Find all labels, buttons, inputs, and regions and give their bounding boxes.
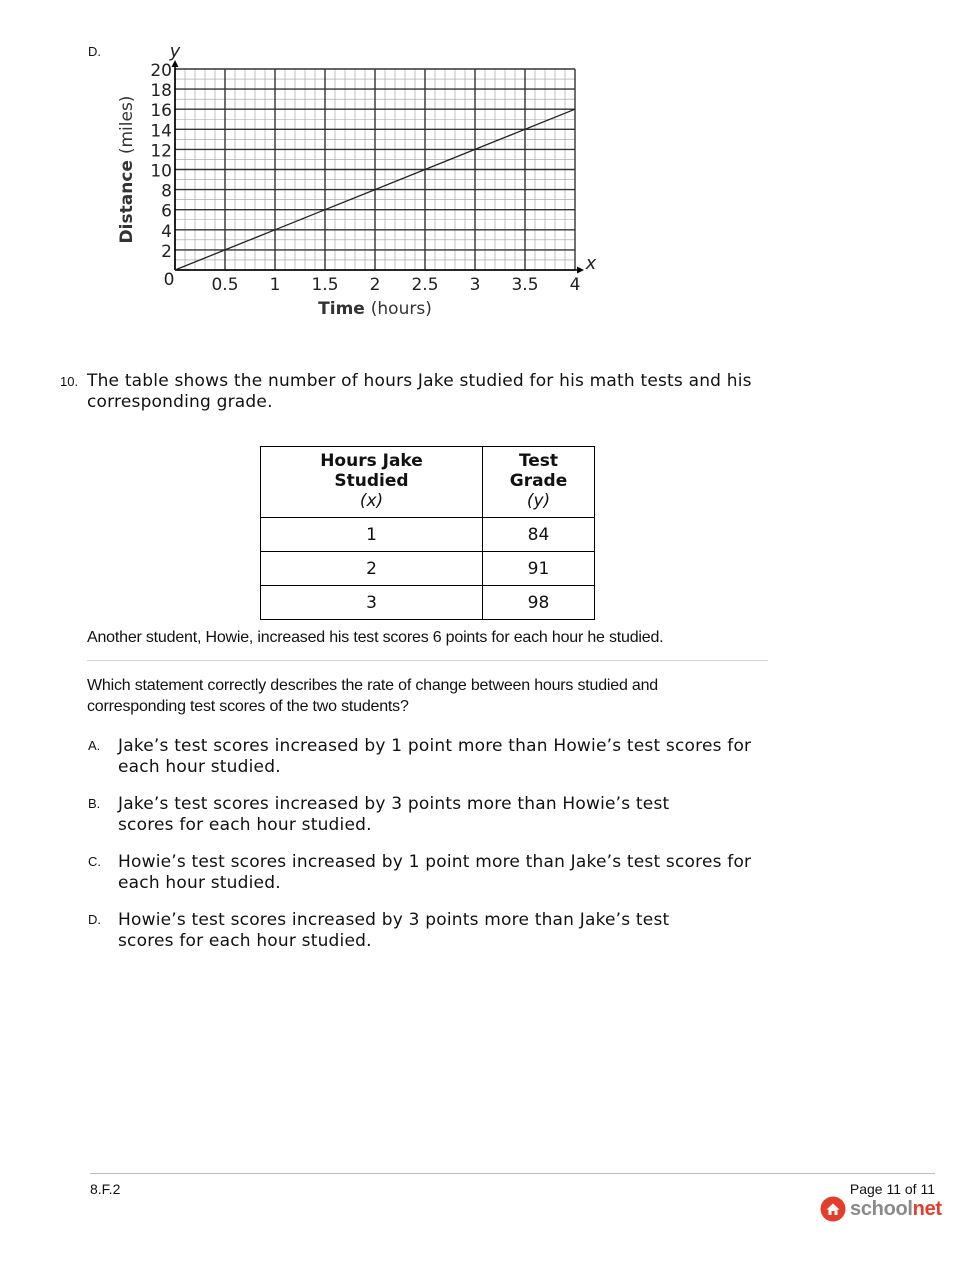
- page-number: Page 11 of 11: [849, 1181, 935, 1197]
- x-axis-arrow: [577, 267, 584, 274]
- table-row: [261, 586, 595, 620]
- table-cell: 98: [483, 586, 595, 620]
- y-tick-label: 16: [150, 101, 172, 122]
- y-tick-label: 6: [161, 201, 172, 222]
- answer-choice-b[interactable]: [87, 794, 777, 836]
- y-tick-label: 14: [150, 121, 172, 142]
- answer-choice-d[interactable]: [87, 910, 777, 952]
- prev-option-letter: D.: [88, 44, 101, 59]
- ask-text: Which statement correctly describes the rate of change between hours studied and corresponding test scores of the two students?: [87, 677, 658, 715]
- info-text: Another student, Howie, increased his test scores 6 points for each hour he studied.: [87, 629, 664, 646]
- study-table: [260, 446, 595, 620]
- x-tick-label: 1: [269, 275, 281, 295]
- y-tick-label: 20: [150, 61, 172, 81]
- y-tick-label: 4: [161, 221, 172, 242]
- y-tick-label: 10: [150, 161, 172, 182]
- table-row: [261, 552, 595, 586]
- table-cell: 91: [483, 552, 595, 586]
- answer-choice-a[interactable]: [87, 736, 777, 778]
- logo-text-net: net: [912, 1197, 942, 1220]
- table-header-grade: Test Grade (y): [483, 447, 595, 518]
- y-axis-variable: y: [169, 41, 181, 62]
- y-tick-label: 12: [150, 141, 172, 162]
- y-axis-label: Distance (miles): [117, 95, 137, 244]
- x-tick-label: 1.5: [311, 275, 339, 295]
- answer-choice-c[interactable]: [87, 852, 777, 894]
- y-tick-label: 2: [161, 241, 172, 262]
- question-number: 10.: [60, 374, 79, 389]
- choice-text: Howie’s test scores increased by 1 point more than Jake’s test scores for each hour studied.: [118, 852, 752, 893]
- y-tick-label: 18: [150, 81, 172, 102]
- choice-letter: A.: [88, 738, 101, 753]
- standard-code: 8.F.2: [90, 1181, 121, 1197]
- table-cell: 3: [261, 586, 483, 620]
- logo-text-school: school: [850, 1197, 913, 1220]
- choice-letter: C.: [88, 854, 101, 869]
- x-tick-label: 0.5: [211, 275, 239, 295]
- divider: [87, 660, 768, 661]
- question-prompt: The table shows the number of hours Jake studied for his math tests and his corresponding grade.: [87, 371, 752, 412]
- y-tick-label: 8: [161, 181, 172, 202]
- origin-label: 0: [163, 270, 175, 290]
- choice-text: Howie’s test scores increased by 3 points more than Jake’s test scores for each hour studied.: [118, 910, 670, 951]
- x-tick-label: 2: [369, 275, 381, 295]
- schoolnet-logo: [820, 1195, 942, 1223]
- x-tick-label: 3.5: [511, 275, 539, 295]
- table-cell: 1: [261, 518, 483, 552]
- footer-rule: [90, 1173, 935, 1174]
- x-tick-label: 3: [469, 275, 481, 295]
- x-axis-variable: x: [585, 253, 597, 274]
- x-axis-label: Time (hours): [318, 299, 432, 319]
- choice-letter: D.: [88, 912, 101, 927]
- choice-text: Jake’s test scores increased by 1 point more than Howie’s test scores for each hour studied.: [118, 736, 752, 777]
- table-cell: 84: [483, 518, 595, 552]
- choice-text: Jake’s test scores increased by 3 points more than Howie’s test scores for each hour studied.: [118, 794, 670, 835]
- x-tick-label: 4: [569, 275, 581, 295]
- house-icon: [820, 1196, 846, 1222]
- x-tick-label: 2.5: [411, 275, 439, 295]
- table-row: [261, 518, 595, 552]
- distance-time-chart: [100, 38, 620, 328]
- choice-letter: B.: [88, 796, 101, 811]
- table-header-hours: Hours Jake Studied (x): [261, 447, 483, 518]
- table-cell: 2: [261, 552, 483, 586]
